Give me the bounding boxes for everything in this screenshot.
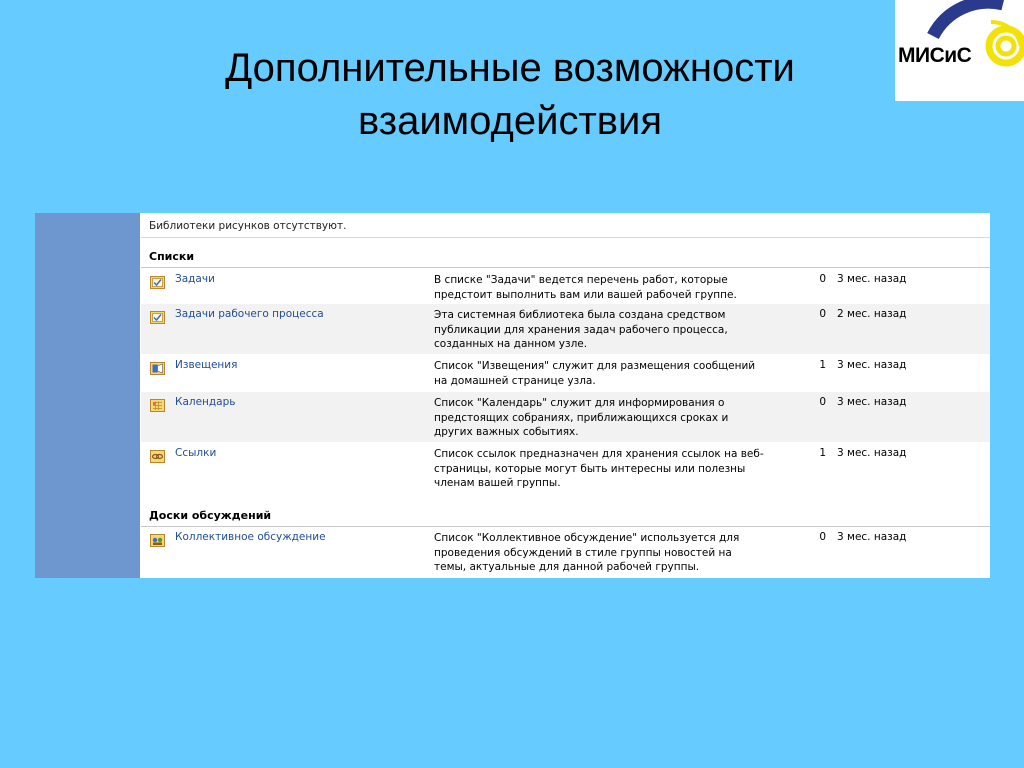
- list-link-calendar[interactable]: Календарь: [175, 396, 236, 408]
- list-link-workflow-tasks[interactable]: Задачи рабочего процесса: [175, 308, 324, 320]
- announcements-icon: [150, 362, 165, 375]
- list-link-team-discussion[interactable]: Коллективное обсуждение: [175, 531, 326, 543]
- list-item: [141, 443, 990, 493]
- section-title-lists: Списки: [149, 250, 195, 263]
- list-description: Список "Коллективное обсуждение" используется для проведения обсуждений в стиле группы новостей на темы, актуальные для данной рабочей группы.: [434, 532, 740, 573]
- last-modified: 3 мес. назад: [837, 273, 907, 285]
- tasks-icon: [150, 276, 165, 289]
- list-item: [141, 269, 990, 303]
- left-navigation: [35, 213, 140, 578]
- section-title-discussion-boards: Доски обсуждений: [149, 509, 272, 522]
- list-link-tasks[interactable]: Задачи: [175, 273, 215, 285]
- list-item: [141, 527, 990, 578]
- list-item: [141, 392, 990, 442]
- list-description: Список ссылок предназначен для хранения ссылок на веб-страницы, которые могут быть интересны или полезны членам вашей группы.: [434, 448, 764, 489]
- list-item: [141, 355, 990, 391]
- links-icon: [150, 450, 165, 463]
- calendar-icon: [150, 399, 165, 412]
- list-item: [141, 304, 990, 354]
- misis-logo: [895, 0, 1024, 101]
- list-description: В списке "Задачи" ведется перечень работ, которые предстоит выполнить вам или вашей рабочей группе.: [434, 274, 737, 301]
- list-description: Список "Календарь" служит для информирования о предстоящих собраниях, приближающихся сроках и других важных событиях.: [434, 397, 729, 438]
- last-modified: 3 мес. назад: [837, 359, 907, 371]
- site-content: [141, 213, 990, 578]
- sharepoint-panel: [35, 213, 990, 578]
- last-modified: 2 мес. назад: [837, 308, 907, 320]
- logo-text: МИСиС: [898, 44, 972, 67]
- list-description: Список "Извещения" служит для размещения сообщений на домашней странице узла.: [434, 360, 756, 387]
- last-modified: 3 мес. назад: [837, 396, 907, 408]
- last-modified: 3 мес. назад: [837, 531, 907, 543]
- item-count: 1: [819, 359, 826, 371]
- discussion-icon: [150, 534, 165, 547]
- section-divider: [141, 267, 990, 268]
- last-modified: 3 мес. назад: [837, 447, 907, 459]
- item-count: 0: [819, 531, 826, 543]
- item-count: 1: [819, 447, 826, 459]
- slide-title: Дополнительные возможности взаимодействия: [225, 46, 795, 143]
- list-description: Эта системная библиотека была создана средством публикации для хранения задач рабочего процесса, созданных на данном узле.: [434, 309, 728, 350]
- list-link-announcements[interactable]: Извещения: [175, 359, 238, 371]
- workflow-tasks-icon: [150, 311, 165, 324]
- list-link-links[interactable]: Ссылки: [175, 447, 217, 459]
- item-count: 0: [819, 308, 826, 320]
- item-count: 0: [819, 396, 826, 408]
- divider: [141, 237, 990, 238]
- item-count: 0: [819, 273, 826, 285]
- no-picture-libraries-text: Библиотеки рисунков отсутствуют.: [149, 220, 347, 232]
